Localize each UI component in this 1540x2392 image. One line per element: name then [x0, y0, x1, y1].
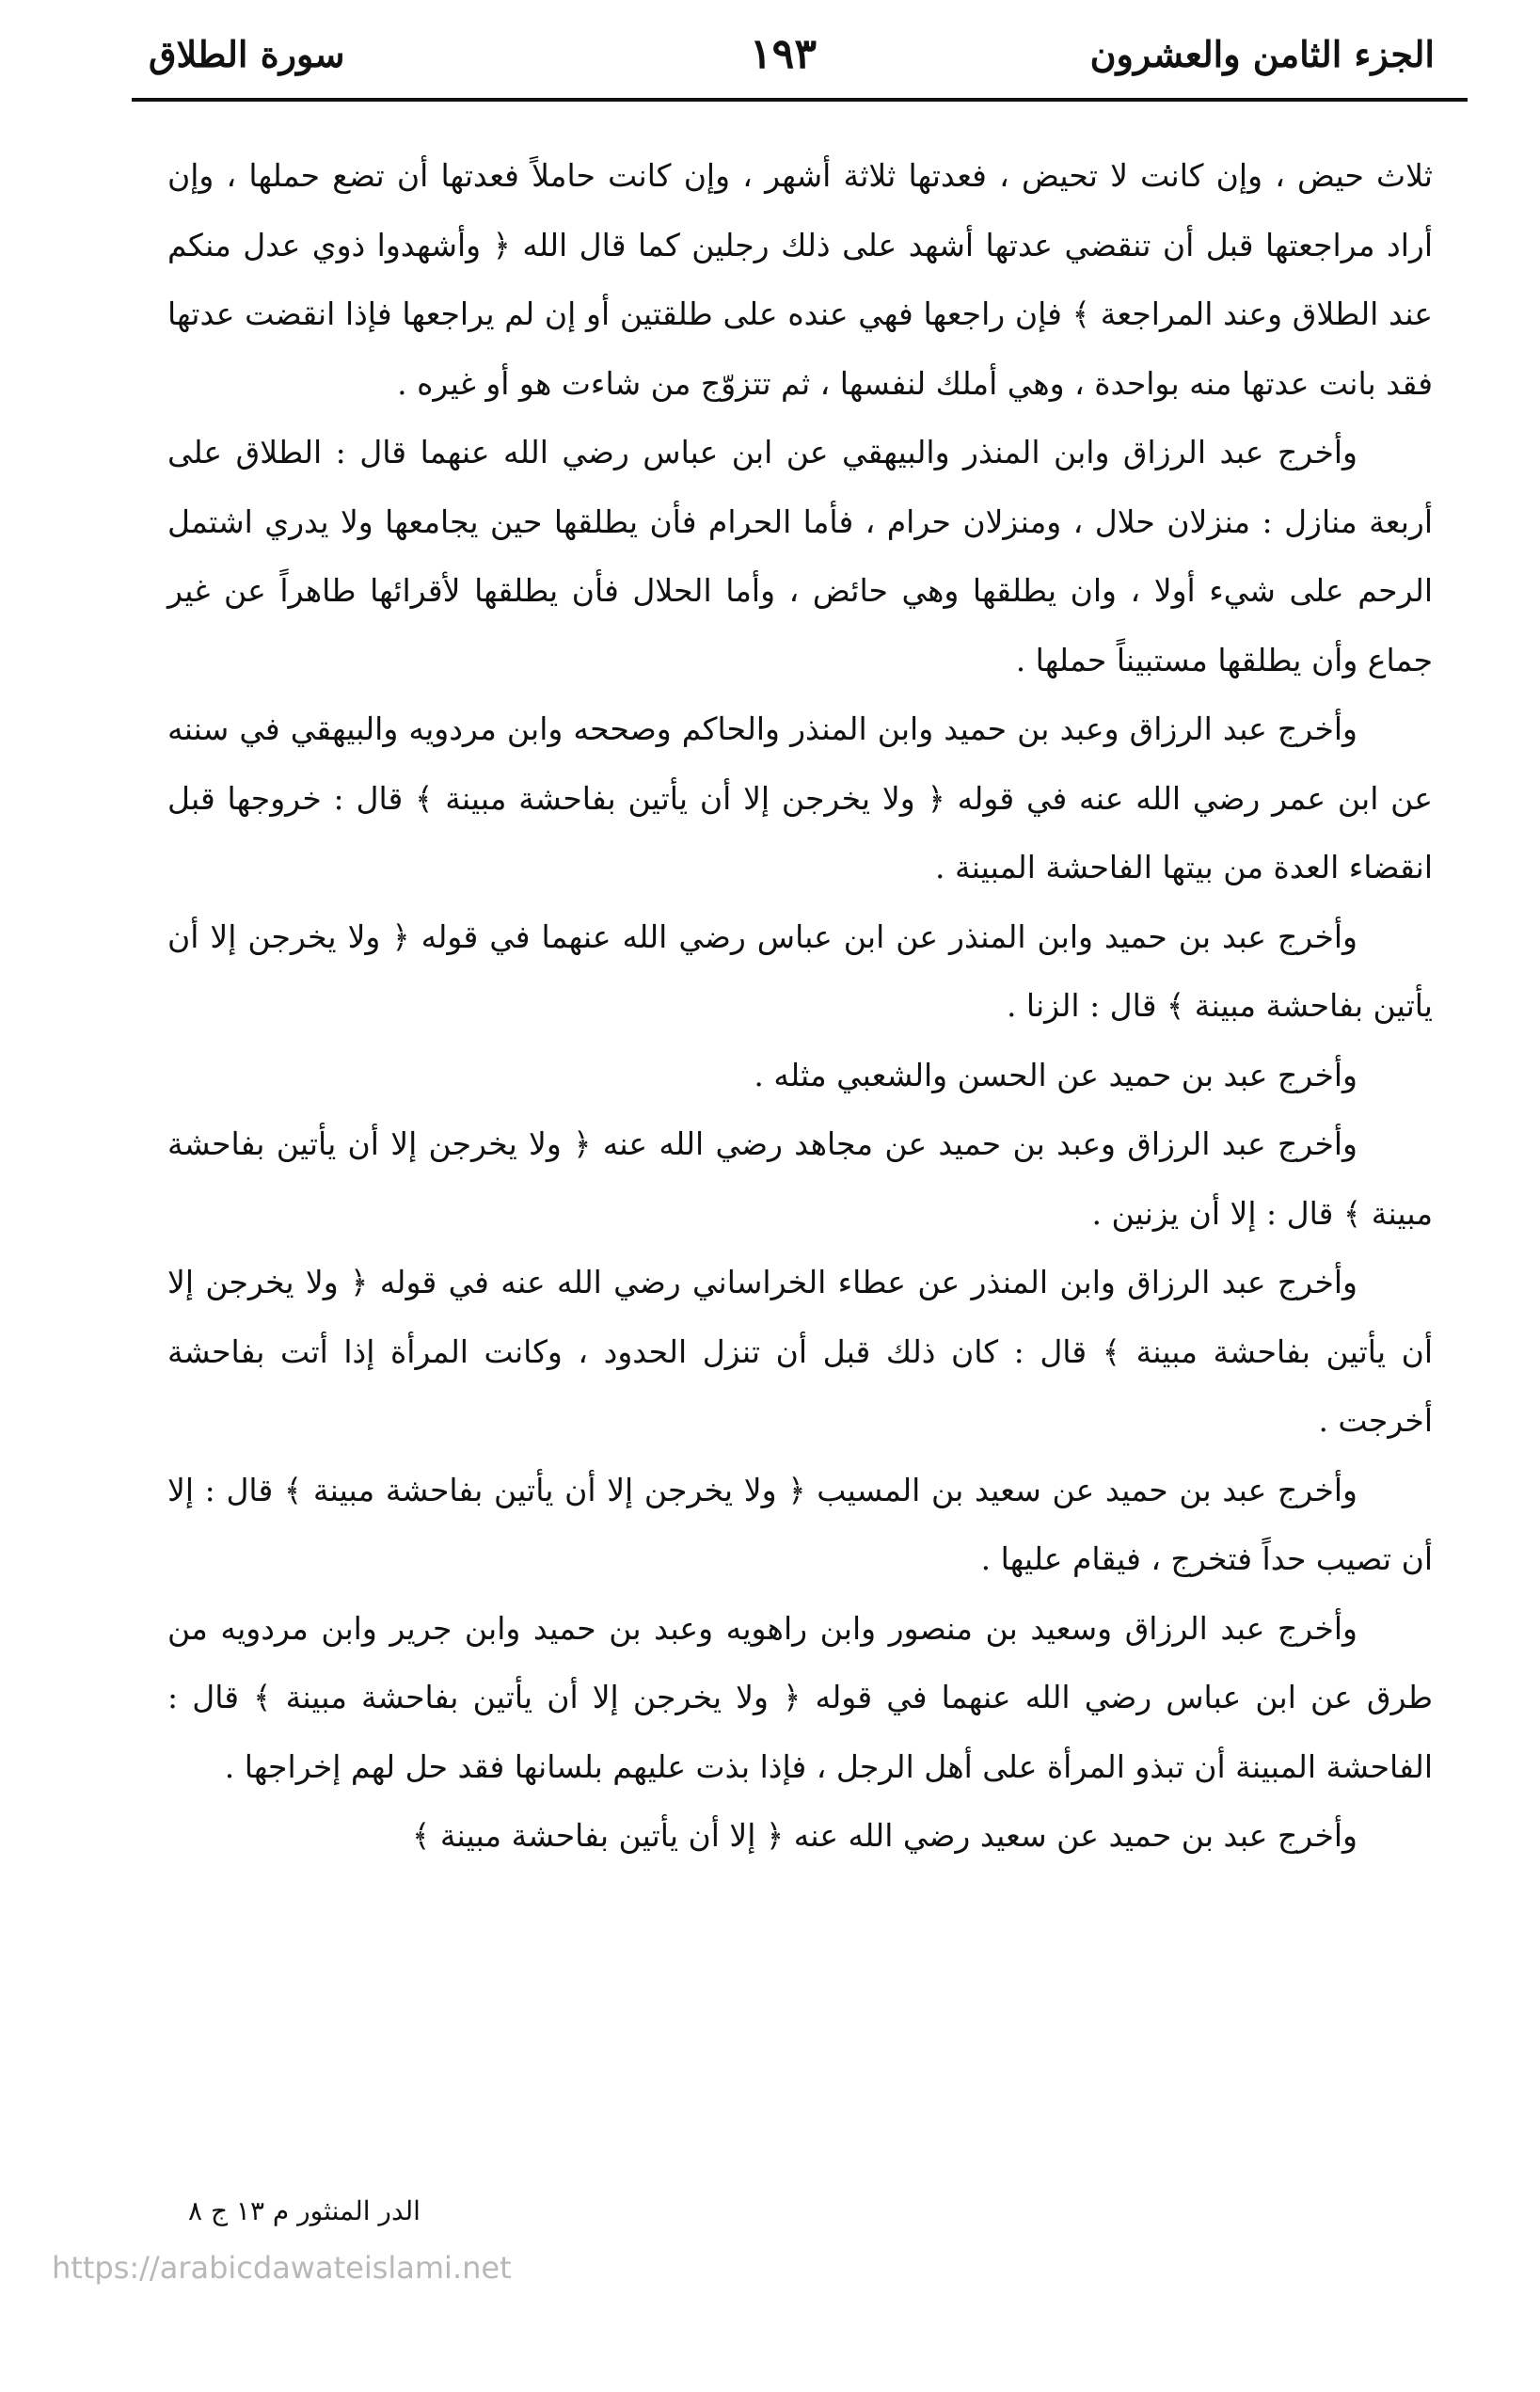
surah-title: سورة الطلاق [149, 33, 345, 75]
paragraph-6: وأخرج عبد الرزاق وعبد بن حميد عن مجاهد رضي الله عنه ﴿ ولا يخرجن إلا أن يأتين بفاحشة مبينة ﴾ قال : إلا أن يزنين . [167, 1125, 1433, 1232]
paragraph-10: وأخرج عبد بن حميد عن سعيد رضي الله عنه ﴿ إلا أن يأتين بفاحشة مبينة ﴾ [412, 1817, 1357, 1854]
paragraph-8: وأخرج عبد بن حميد عن سعيد بن المسيب ﴿ ولا يخرجن إلا أن يأتين بفاحشة مبينة ﴾ قال : إلا أن تصيب حداً فتخرج ، فيقام عليها . [167, 1471, 1433, 1577]
header-divider [132, 98, 1468, 102]
page-header [132, 17, 1435, 92]
paragraph-2: وأخرج عبد الرزاق وابن المنذر والبيهقي عن ابن عباس رضي الله عنهما قال : الطلاق على أربعة منازل : منزلان حلال ، ومنزلان حرام ، فأما الحرام فأن يطلقها حين يجامعها ولا يدري اشتمل الرحم على شيء أولا ، وان يطلقها وهي حائض ، وأما الحلال فأن يطلقها لأقرائها طاهراً عن غير جماع وأن يطلقها مستبيناً حملها . [167, 434, 1433, 678]
page-number: ١٩٣ [750, 30, 817, 78]
paragraph-4: وأخرج عبد بن حميد وابن المنذر عن ابن عباس رضي الله عنهما في قوله ﴿ ولا يخرجن إلا أن يأتين بفاحشة مبينة ﴾ قال : الزنا . [167, 917, 1433, 1024]
paragraph-1: ثلاث حيض ، وإن كانت لا تحيض ، فعدتها ثلاثة أشهر ، وإن كانت حاملاً فعدتها أن تضع حملها ، وإن أراد مراجعتها قبل أن تنقضي عدتها أشهد على ذلك رجلين كما قال الله ﴿ وأشهدوا ذوي عدل منكم عند الطلاق وعند المراجعة ﴾ فإن راجعها فهي عنده على طلقتين أو إن لم يراجعها فإذا انقضت عدتها فقد بانت عدتها منه بواحدة ، وهي أملك لنفسها ، ثم تتزوّج من شاءت هو أو غيره . [167, 157, 1433, 402]
paragraph-7: وأخرج عبد الرزاق وابن المنذر عن عطاء الخراساني رضي الله عنه في قوله ﴿ ولا يخرجن إلا أن يأتين بفاحشة مبينة ﴾ قال : كان ذلك قبل أن تنزل الحدود ، وكانت المرأة إذا أتت بفاحشة أخرجت . [167, 1264, 1433, 1439]
paragraph-3: وأخرج عبد الرزاق وعبد بن حميد وابن المنذر والحاكم وصححه وابن مردويه والبيهقي في سننه عن ابن عمر رضي الله عنه في قوله ﴿ ولا يخرجن إلا أن يأتين بفاحشة مبينة ﴾ قال : خروجها قبل انقضاء العدة من بيتها الفاحشة المبينة . [167, 710, 1433, 885]
paragraph-5: وأخرج عبد بن حميد عن الحسن والشعبي مثله . [754, 1056, 1357, 1093]
volume-reference: الدر المنثور م ١٣ ج ٨ [188, 2195, 421, 2226]
page-body [167, 141, 1433, 1871]
paragraph-9: وأخرج عبد الرزاق وسعيد بن منصور وابن راهويه وعبد بن حميد وابن جرير وابن مردويه من طرق عن ابن عباس رضي الله عنهما في قوله ﴿ ولا يخرجن إلا أن يأتين بفاحشة مبينة ﴾ قال : الفاحشة المبينة أن تبذو المرأة على أهل الرجل ، فإذا بذت عليهم بلسانها فقد حل لهم إخراجها . [167, 1609, 1433, 1785]
part-title: الجزء الثامن والعشرون [1089, 33, 1435, 75]
watermark-url: https://arabicdawateislami.net [52, 2250, 512, 2286]
